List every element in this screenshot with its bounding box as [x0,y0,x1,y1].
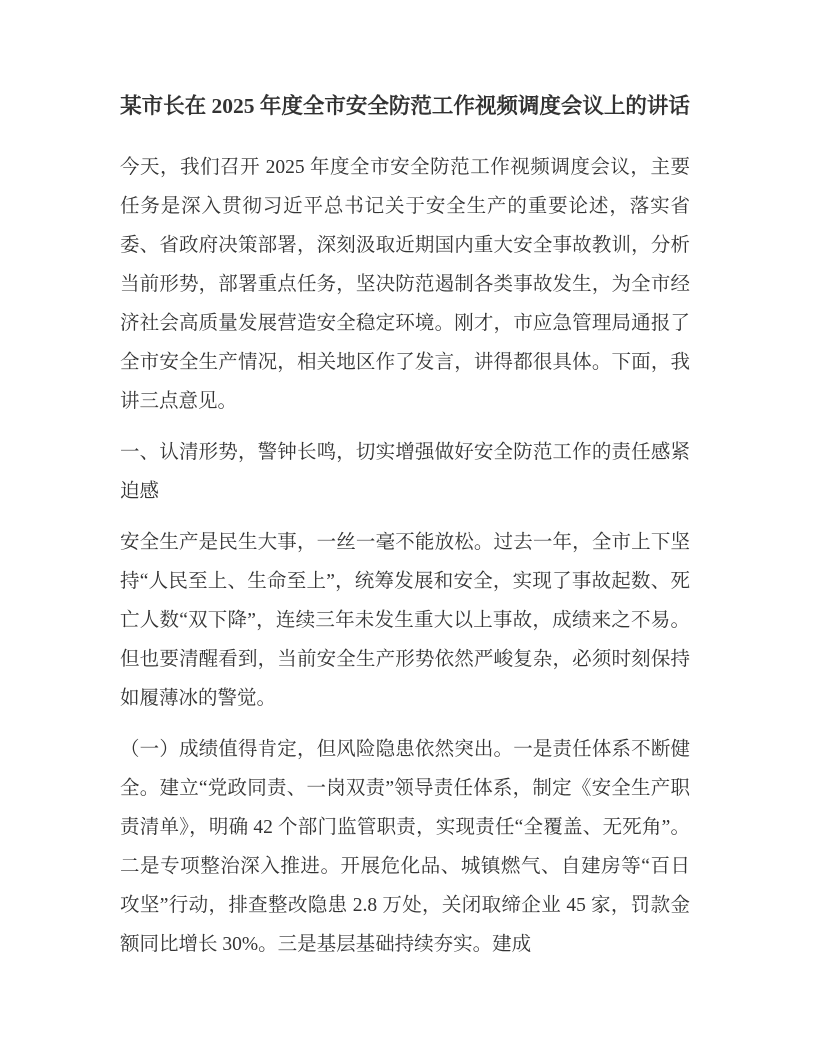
paragraph-achievements-overview: 安全生产是民生大事，一丝一毫不能放松。过去一年，全市上下坚持“人民至上、生命至上”，统筹发展和安全，实现了事故起数、死亡人数“双下降”，连续三年未发生重大以上事故，成绩来之不易。但也要清醒看到，当前安全生产形势依然严峻复杂，必须时刻保持如履薄冰的警觉。 [120,532,690,709]
document-title: 某市长在 2025 年度全市安全防范工作视频调度会议上的讲话 [120,94,690,118]
section-heading-1: 一、认清形势，警钟长鸣，切实增强做好安全防范工作的责任感紧迫感 [120,442,690,502]
paragraph-intro: 今天，我们召开 2025 年度全市安全防范工作视频调度会议，主要任务是深入贯彻习近平总书记关于安全生产的重要论述，落实省委、省政府决策部署，深刻汲取近期国内重大安全事故教训，分析当前形势，部署重点任务，坚决防范遏制各类事故发生，为全市经济社会高质量发展营造安全稳定环境。刚才，市应急管理局通报了全市安全生产情况，相关地区作了发言，讲得都很具体。下面，我讲三点意见。 [120,157,690,412]
paragraph-subsection-1: （一）成绩值得肯定，但风险隐患依然突出。一是责任体系不断健全。建立“党政同责、一岗双责”领导责任体系，制定《安全生产职责清单》，明确 42 个部门监管职责，实现责任“全覆盖、无死角”。二是专项整治深入推进。开展危化品、城镇燃气、自建房等“百日攻坚”行动，排查整改隐患 2.8 万处，关闭取缔企业 45 家，罚款金额同比增长 30%。三是基层基础持续夯实。建成 [120,739,690,955]
